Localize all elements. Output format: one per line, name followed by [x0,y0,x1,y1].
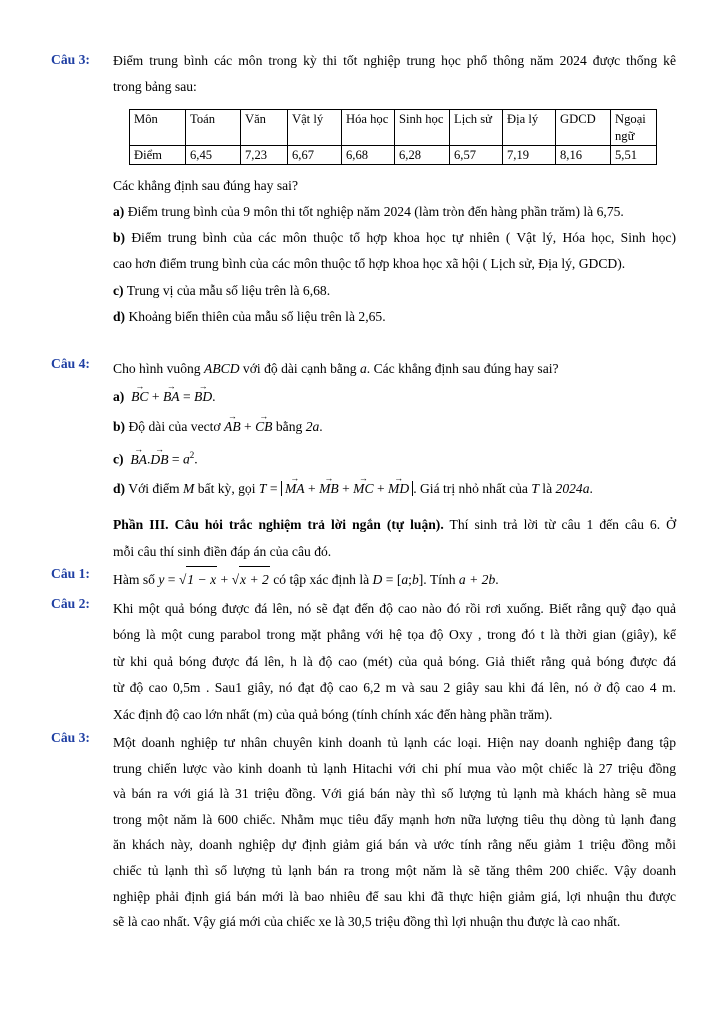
table-cell: Lịch sử [450,109,503,145]
table-cell: 7,23 [241,145,288,164]
intro-line: Điểm trung bình các môn trong kỳ thi tốt nghiệp trung học phổ thông năm 2024 được thống kê [113,53,676,68]
question-body [113,596,676,728]
part-3-header: Phần III. Câu hỏi trắc nghiệm trả lời ngắn (tự luận). Thí sinh trả lời từ câu 1 đến câu 6. Ở mỗi câu thí sinh điền đáp án của câu đó. [113,517,676,559]
table-cell: 6,28 [395,145,450,164]
paragraph-line: sẽ là cao nhất. Vậy giá mới của chiếc xe là 30,5 triệu đồng thì lợi nhuận thu được là cao nhất. [113,914,621,930]
statement-a: a) Điểm trung bình của 9 môn thi tốt nghiệp năm 2024 (làm tròn đến hàng phần trăm) là 6,75. [113,203,624,219]
paragraph-line: trung chiến lược vào kinh doanh tủ lạnh Hitachi với chi phí mua vào một chiếc là 27 triệu đồng [113,760,676,776]
paragraph-line: và bán ra với giá là 31 triệu đồng. Với giá bán này thì số lượng tủ lạnh mà khách hàng sẽ mua [113,786,676,802]
table-cell: Toán [186,109,241,145]
statement-d: d) Khoảng biến thiên của mẫu số liệu trên là 2,65. [113,309,386,325]
table-header-cell: Điểm [130,145,186,164]
part3-question-2 [51,596,676,728]
table-row [130,145,657,164]
paragraph-line: từ khi quả bóng được đá lên, h là độ cao (mét) của quả bóng. Giả thiết rằng quả bóng được đá [113,653,676,669]
question-body [113,356,676,504]
paragraph-line: chiếc tủ lạnh thì số lượng tủ lạnh bán ra trong một năm là sẽ tăng thêm 200 chiếc. Vậy doanh [113,862,676,878]
table-cell: 6,68 [342,145,395,164]
table-cell: Văn [241,109,288,145]
paragraph-line: nghiệp phải định giá bán mới là bao nhiêu để sau khi đã thực hiện giảm giá, lợi nhuận thu được [113,888,676,904]
statement-d: d) Với điểm M bất kỳ, gọi T = MA → + MB → + MC → + MD → . Giá trị nhỏ nhất của T là 2024a. [113,474,676,504]
scores-table [129,109,657,165]
paragraph-line: bóng là một cung parabol trong mặt phẳng với hệ tọa độ Oxy , trong đó t là thời gian (giây), kể [113,627,676,643]
table-cell: 6,57 [450,145,503,164]
statement-a: a) BC → + BA → = BD →. [113,382,676,412]
part3-question-1 [51,566,676,593]
question-prompt: Các khẳng định sau đúng hay sai? [113,177,298,193]
question-body [113,730,676,935]
question-label: Câu 3: [51,52,90,67]
intro-line: Cho hình vuông ABCD với độ dài cạnh bằng a. Các khẳng định sau đúng hay sai? [113,361,559,376]
paragraph-line: từ độ cao 0,5m . Sau1 giây, nó đạt độ cao 6,2 m và sau 2 giây sau khi đá lên, nó ở độ cao 4 m. [113,680,676,696]
question-label: Câu 3: [51,730,90,745]
table-cell: Sinh học [395,109,450,145]
table-cell: Địa lý [503,109,556,145]
part3-question-3 [51,730,676,935]
table-cell: 6,45 [186,145,241,164]
paragraph-line: trong một năm là 600 chiếc. Nhằm mục tiêu đẩy mạnh hơn nữa lượng tiêu thụ dòng tủ lạnh đang [113,811,676,827]
statement-c: c) BA →.DB → = $a^2$. [113,441,676,474]
table-cell: 8,16 [556,145,611,164]
question-3-statistics [51,48,676,330]
statement-c: c) Trung vị của mẫu số liệu trên là 6,68. [113,282,331,298]
table-cell: Hóa học [342,109,395,145]
paragraph-line: ăn khách này, doanh nghiệp dự định giảm giá bán và ước tính rằng nếu giảm 1 triệu đồng mỗi [113,837,676,853]
table-cell: Ngoại ngữ [611,109,657,145]
statement-b: b) Điểm trung bình của các môn thuộc tổ hợp khoa học tự nhiên ( Vật lý, Hóa học, Sinh học) [113,230,676,246]
paragraph-line: Xác định độ cao lớn nhất (m) của quả bóng (tính chính xác đến hàng phần trăm). [113,706,553,722]
part-3-title: Phần III. Câu hỏi trắc nghiệm trả lời ngắn (tự luận). [113,517,444,532]
table-cell: 5,51 [611,145,657,164]
table-header-cell: Môn [130,109,186,145]
table-row [130,109,657,145]
question-label: Câu 4: [51,356,90,371]
paragraph-line: Khi một quả bóng được đá lên, nó sẽ đạt đến độ cao nào đó rồi rơi xuống. Biết rằng quỹ đạo quả [113,601,676,616]
statement-b: b) Độ dài của vectơ AB → + CB → bằng 2a. [113,412,676,442]
table-cell: Vật lý [288,109,342,145]
question-label: Câu 2: [51,596,90,611]
table-cell: GDCD [556,109,611,145]
question-label: Câu 1: [51,566,90,581]
table-cell: 6,67 [288,145,342,164]
question-body: Hàm số y = √1 − x + √x + 2 có tập xác định là D = [a;b]. Tính a + 2b. [113,566,676,593]
question-body [113,48,676,330]
statement-b-cont: cao hơn điểm trung bình của các môn thuộc tổ hợp khoa học xã hội ( Lịch sử, Địa lý, GDCD). [113,256,626,272]
paragraph-line: Một doanh nghiệp tư nhân chuyên kinh doanh tủ lạnh các loại. Hiện nay doanh nghiệp đang tập [113,735,676,750]
question-4-vectors [51,356,676,504]
table-cell: 7,19 [503,145,556,164]
intro-line: trong bảng sau: [113,79,197,95]
